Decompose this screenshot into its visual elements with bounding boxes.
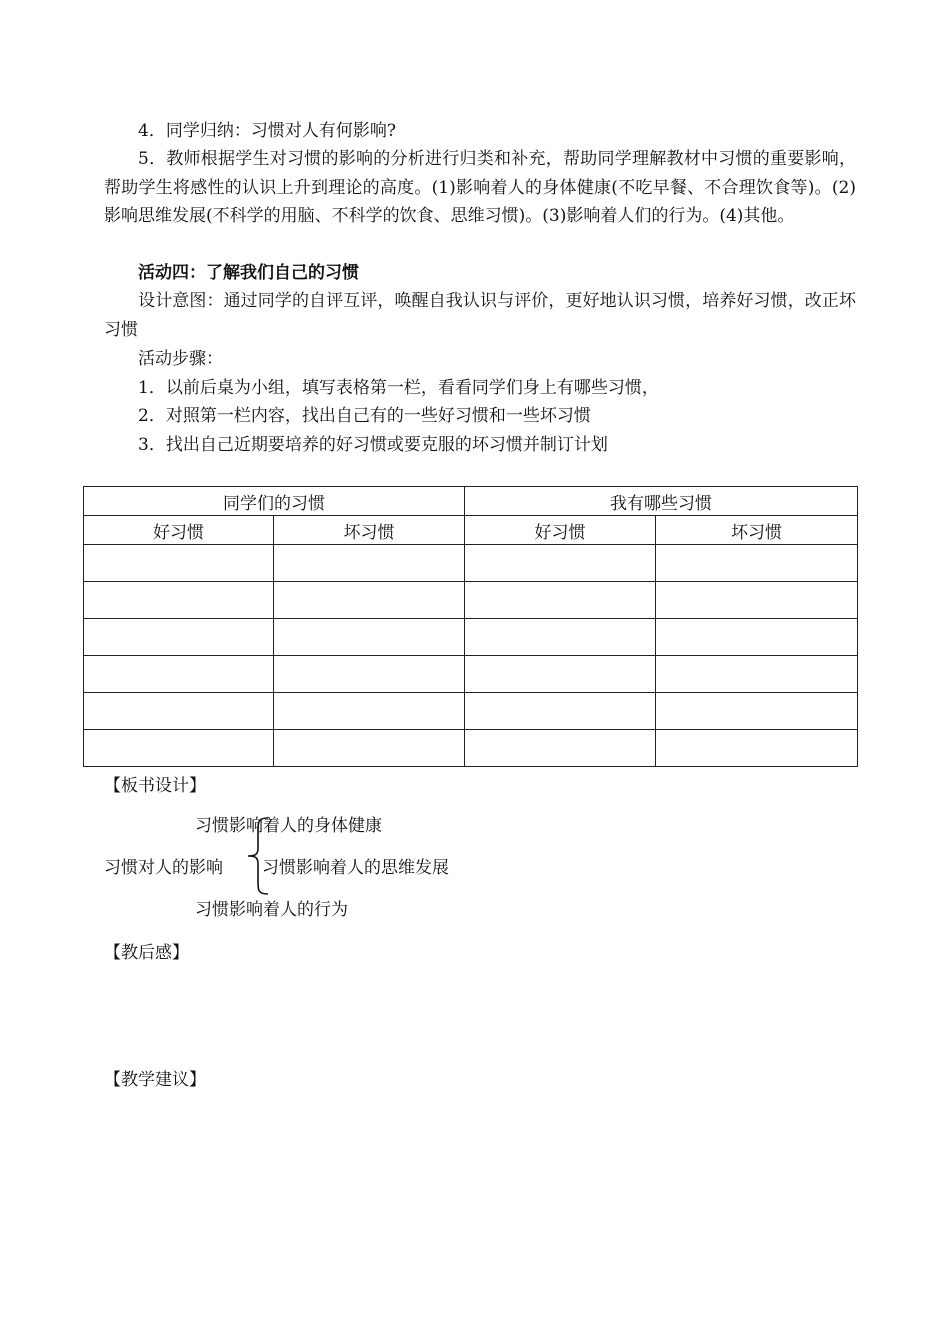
board-branch-health: 习惯影响着人的身体健康 <box>195 816 382 836</box>
table-cell[interactable] <box>84 730 274 767</box>
activity-step-1: 1．以前后桌为小组，填写表格第一栏，看看同学们身上有哪些习惯， <box>138 378 659 398</box>
activity-step-3: 3．找出自己近期要培养的好习惯或要克服的坏习惯并制订计划 <box>138 435 608 455</box>
board-design-heading: 【板书设计】 <box>104 776 206 796</box>
step-4: 4．同学归纳：习惯对人有何影响? <box>138 121 396 141</box>
table-cell[interactable] <box>465 693 656 730</box>
table-sub-header-row <box>84 516 858 545</box>
table-cell[interactable] <box>274 582 465 619</box>
board-root: 习惯对人的影响 <box>104 858 223 878</box>
habits-table <box>83 486 858 767</box>
table-cell[interactable] <box>465 730 656 767</box>
table-cell[interactable] <box>274 656 465 693</box>
classmates-habits-header: 同学们的习惯 <box>84 487 465 516</box>
activity-4-title: 活动四：了解我们自己的习惯 <box>138 263 359 283</box>
table-cell[interactable] <box>84 693 274 730</box>
table-row <box>84 730 858 767</box>
table-cell[interactable] <box>656 545 858 582</box>
board-branch-behavior: 习惯影响着人的行为 <box>195 900 348 920</box>
reflection-heading: 【教后感】 <box>104 943 189 963</box>
step-5-text: 5．教师根据学生对习惯的影响的分析进行归类和补充，帮助同学理解教材中习惯的重要影响，帮助学生将感性的认识上升到理论的高度。(1)影响着人的身体健康(不吃早餐、不合理饮食等)。(2)影响思维发展(不科学的用脑、不科学的饮食、思维习惯)。(3)影响着人们的行为。(4)其他。 <box>104 149 856 226</box>
brace-icon <box>242 816 272 896</box>
table-cell[interactable] <box>274 619 465 656</box>
table-cell[interactable] <box>656 619 858 656</box>
table-cell[interactable] <box>84 545 274 582</box>
table-cell[interactable] <box>656 582 858 619</box>
table-row <box>84 619 858 656</box>
table-group-header-row <box>84 487 858 516</box>
table-cell[interactable] <box>656 656 858 693</box>
table-row <box>84 582 858 619</box>
table-cell[interactable] <box>274 693 465 730</box>
classmates-good-habits-header: 好习惯 <box>84 516 274 545</box>
steps-label: 活动步骤： <box>138 349 223 369</box>
my-bad-habits-header: 坏习惯 <box>656 516 858 545</box>
my-good-habits-header: 好习惯 <box>465 516 656 545</box>
table-row <box>84 545 858 582</box>
classmates-bad-habits-header: 坏习惯 <box>274 516 465 545</box>
design-intent-paragraph <box>104 287 856 344</box>
table-cell[interactable] <box>656 730 858 767</box>
my-habits-header: 我有哪些习惯 <box>465 487 858 516</box>
table-cell[interactable] <box>465 656 656 693</box>
table-row <box>84 693 858 730</box>
teaching-suggestion-heading: 【教学建议】 <box>104 1070 206 1090</box>
table-cell[interactable] <box>84 582 274 619</box>
design-intent-text: 设计意图：通过同学的自评互评，唤醒自我认识与评价，更好地认识习惯，培养好习惯，改正坏习惯 <box>104 291 856 340</box>
table-cell[interactable] <box>84 656 274 693</box>
board-branch-thinking: 习惯影响着人的思维发展 <box>262 858 449 878</box>
table-cell[interactable] <box>465 619 656 656</box>
table-row <box>84 656 858 693</box>
step-5-paragraph <box>104 145 856 231</box>
table-cell[interactable] <box>465 545 656 582</box>
table-cell[interactable] <box>274 730 465 767</box>
table-cell[interactable] <box>656 693 858 730</box>
activity-step-2: 2．对照第一栏内容，找出自己有的一些好习惯和一些坏习惯 <box>138 406 591 426</box>
table-cell[interactable] <box>84 619 274 656</box>
table-cell[interactable] <box>465 582 656 619</box>
table-cell[interactable] <box>274 545 465 582</box>
